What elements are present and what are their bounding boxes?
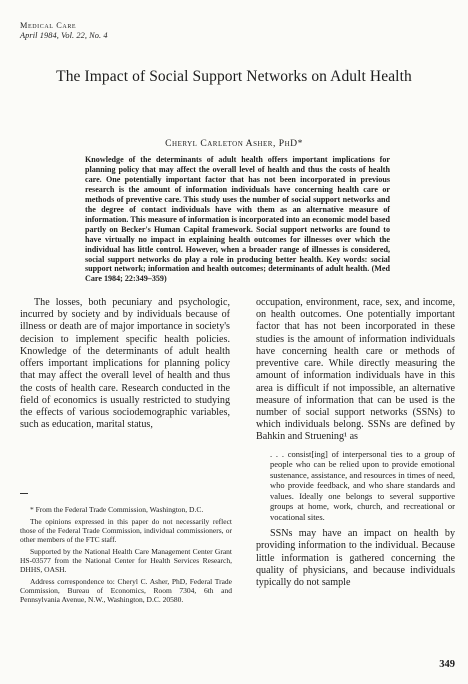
footnote: Supported by the National Health Care Management Center Grant HS-03577 from the National Center for Health Services Research, DHHS, OASH. [20, 547, 232, 574]
journal-issue: April 1984, Vol. 22, No. 4 [20, 31, 108, 40]
body-column-left [20, 297, 230, 431]
body-paragraph: occupation, environment, race, sex, and income, on health outcomes. One potentially important factor that has not been incorporated in these studies is the amount of information individuals have concerning health care or methods of preventive care. While directly measuring the amount of information individuals have in this area is difficult if not impossible, an alternative measure of information that can be used is the number of social support networks (SSNs) to which individuals belong. SSNs are defined by Bahkin and Struening¹ as [256, 297, 455, 443]
body-paragraph: The losses, both pecuniary and psychologic, incurred by society and by individuals because of illness or death are of major importance in society's decision to implement specific health policies. Knowledge of the determinants of adult health offers important implications for planning policy that may affect the overall level of health and thus the costs of health care. Research conducted in the field of economics is usually restricted to studying the effects of various sociodemographic variables, such as education, marital status, [20, 297, 230, 431]
footnotes [20, 505, 232, 607]
journal-name: Medical Care [20, 21, 77, 30]
article-title: The Impact of Social Support Networks on Adult Health [56, 68, 412, 85]
footnote-rule [20, 493, 28, 494]
abstract: Knowledge of the determinants of adult health offers important implications for planning policy that may affect the overall level of health and thus the costs of health care. One potentially important factor that has not been incorporated in previous research is the amount of information individuals have concerning health care or methods of preventive care. This study uses the number of social support networks and the degree of contact individuals have with them as an alternative measure of information. This measure of information is incorporated into an economic model based partly on Becker's Human Capital framework. Social support networks are found to have virtually no impact in explaining health outcomes for illnesses over which the individual has little control. However, when a broader range of illnesses is considered, social support networks do play a role in producing better health. Key words: social support network; information and health outcomes; determinants of adult health. (Med Care 1984; 22:349–359) [85, 155, 390, 284]
body-paragraph: SSNs may have an impact on health by providing information to the individual. Because little information is gathered concerning the quality of physicians, and because individuals typically do not sample [256, 528, 455, 588]
footnote: The opinions expressed in this paper do not necessarily reflect those of the Federal Trade Commission, individual commissioners, or other members of the FTC staff. [20, 517, 232, 544]
block-quote: . . . consist[ing] of interpersonal ties to a group of people who can be relied upon to provide emotional sustenance, assistance, and resources in times of need, who provide feedback, and who share standards and values. Ideally one belongs to several supportive groups at home, work, church, and recreational or vocational sites. [270, 448, 455, 522]
body-column-right [256, 297, 455, 589]
author-name: Cheryl Carleton Asher, PhD* [165, 138, 303, 149]
journal-header [20, 21, 108, 41]
page-number: 349 [439, 659, 455, 670]
footnote: * From the Federal Trade Commission, Washington, D.C. [30, 505, 204, 514]
footnote: Address correspondence to: Cheryl C. Asher, PhD, Federal Trade Commission, Bureau of Economics, Room 7304, 6th and Pennsylvania Avenue, N.W., Washington, D.C. 20580. [20, 577, 232, 604]
